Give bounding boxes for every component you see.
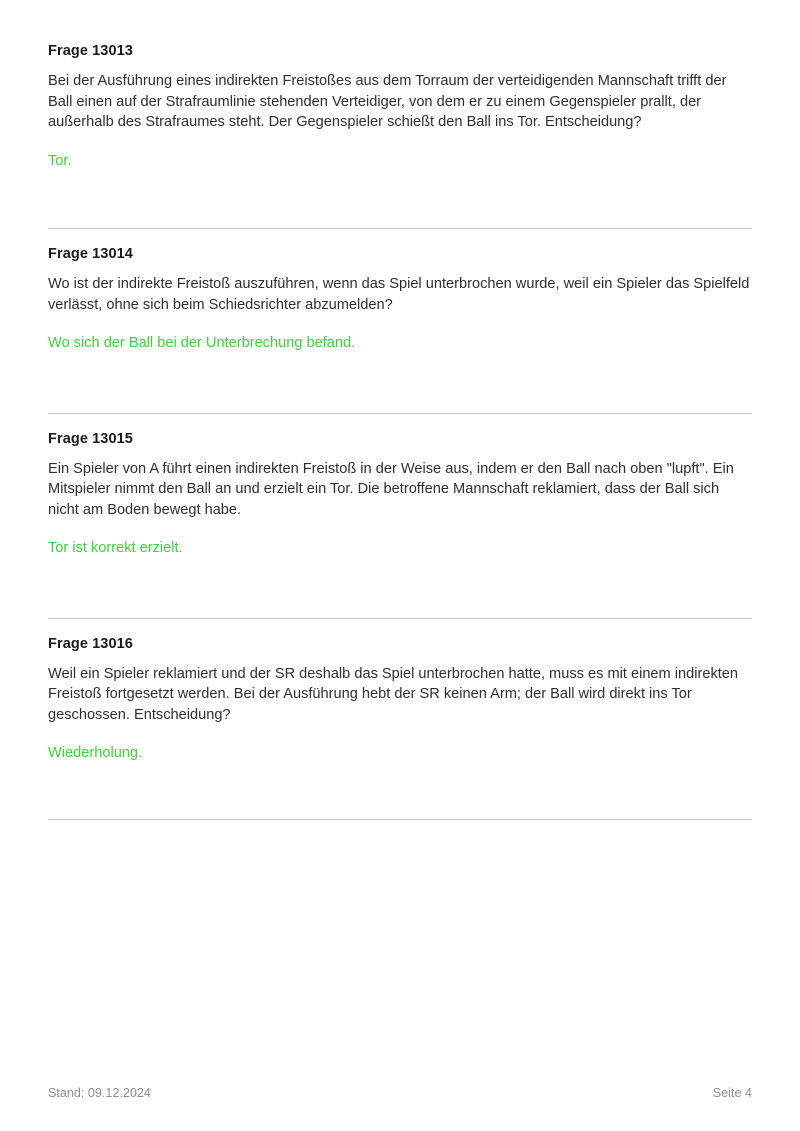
section-divider [48, 413, 752, 414]
question-block [48, 413, 752, 559]
question-text: Ein Spieler von A führt einen indirekten Freistoß in der Weise aus, indem er den Ball nach oben "lupft". Ein Mitspieler nimmt den Ball an und erzielt ein Tor. Die betroffene Mannschaft reklamiert, dass der Ball sich nicht am Boden bewegt habe. [48, 460, 734, 518]
question-block [48, 42, 752, 171]
block-spacer [48, 171, 752, 228]
question-text: Bei der Ausführung eines indirekten Freistoßes aus dem Torraum der verteidigenden Mannschaft trifft der Ball einen auf der Strafraumlinie stehenden Verteidiger, von dem er zu einem Gegenspieler prallt, der außerhalb des Strafraumes steht. Der Gegenspieler schießt den Ball ins Tor. Entscheidung? [48, 73, 727, 130]
question-heading: Frage 13013 [48, 43, 133, 59]
question-heading: Frage 13014 [48, 246, 133, 262]
block-spacer [48, 559, 752, 618]
answer-text: Tor. [48, 152, 72, 169]
block-spacer [48, 764, 752, 819]
question-text: Wo ist der indirekte Freistoß auszuführen, wenn das Spiel unterbrochen wurde, weil ein Spieler das Spielfeld verlässt, ohne sich beim Schiedsrichter abzumelden? [48, 276, 750, 313]
section-divider [48, 618, 752, 619]
answer-text: Wo sich der Ball bei der Unterbrechung befand. [48, 335, 356, 351]
footer-status-date: Stand: 09.12.2024 [48, 1086, 151, 1100]
answer-text: Wiederholung. [48, 745, 143, 761]
footer-page-number: Seite 4 [712, 1086, 752, 1100]
document-content [48, 42, 752, 836]
question-text: Weil ein Spieler reklamiert und der SR deshalb das Spiel unterbrochen hatte, muss es mit einem indirekten Freistoß fortgesetzt werden. Bei der Ausführung hebt der SR keinen Arm; der Ball wird direkt ins Tor geschossen. Entscheidung? [48, 665, 739, 723]
answer-text: Tor ist korrekt erzielt. [48, 540, 183, 556]
page-footer [48, 1085, 752, 1101]
question-block [48, 228, 752, 354]
question-heading: Frage 13016 [48, 635, 133, 652]
block-spacer [48, 354, 752, 413]
section-divider [48, 228, 752, 229]
section-divider-bottom [48, 819, 752, 820]
question-heading: Frage 13015 [48, 430, 133, 447]
question-block [48, 618, 752, 764]
